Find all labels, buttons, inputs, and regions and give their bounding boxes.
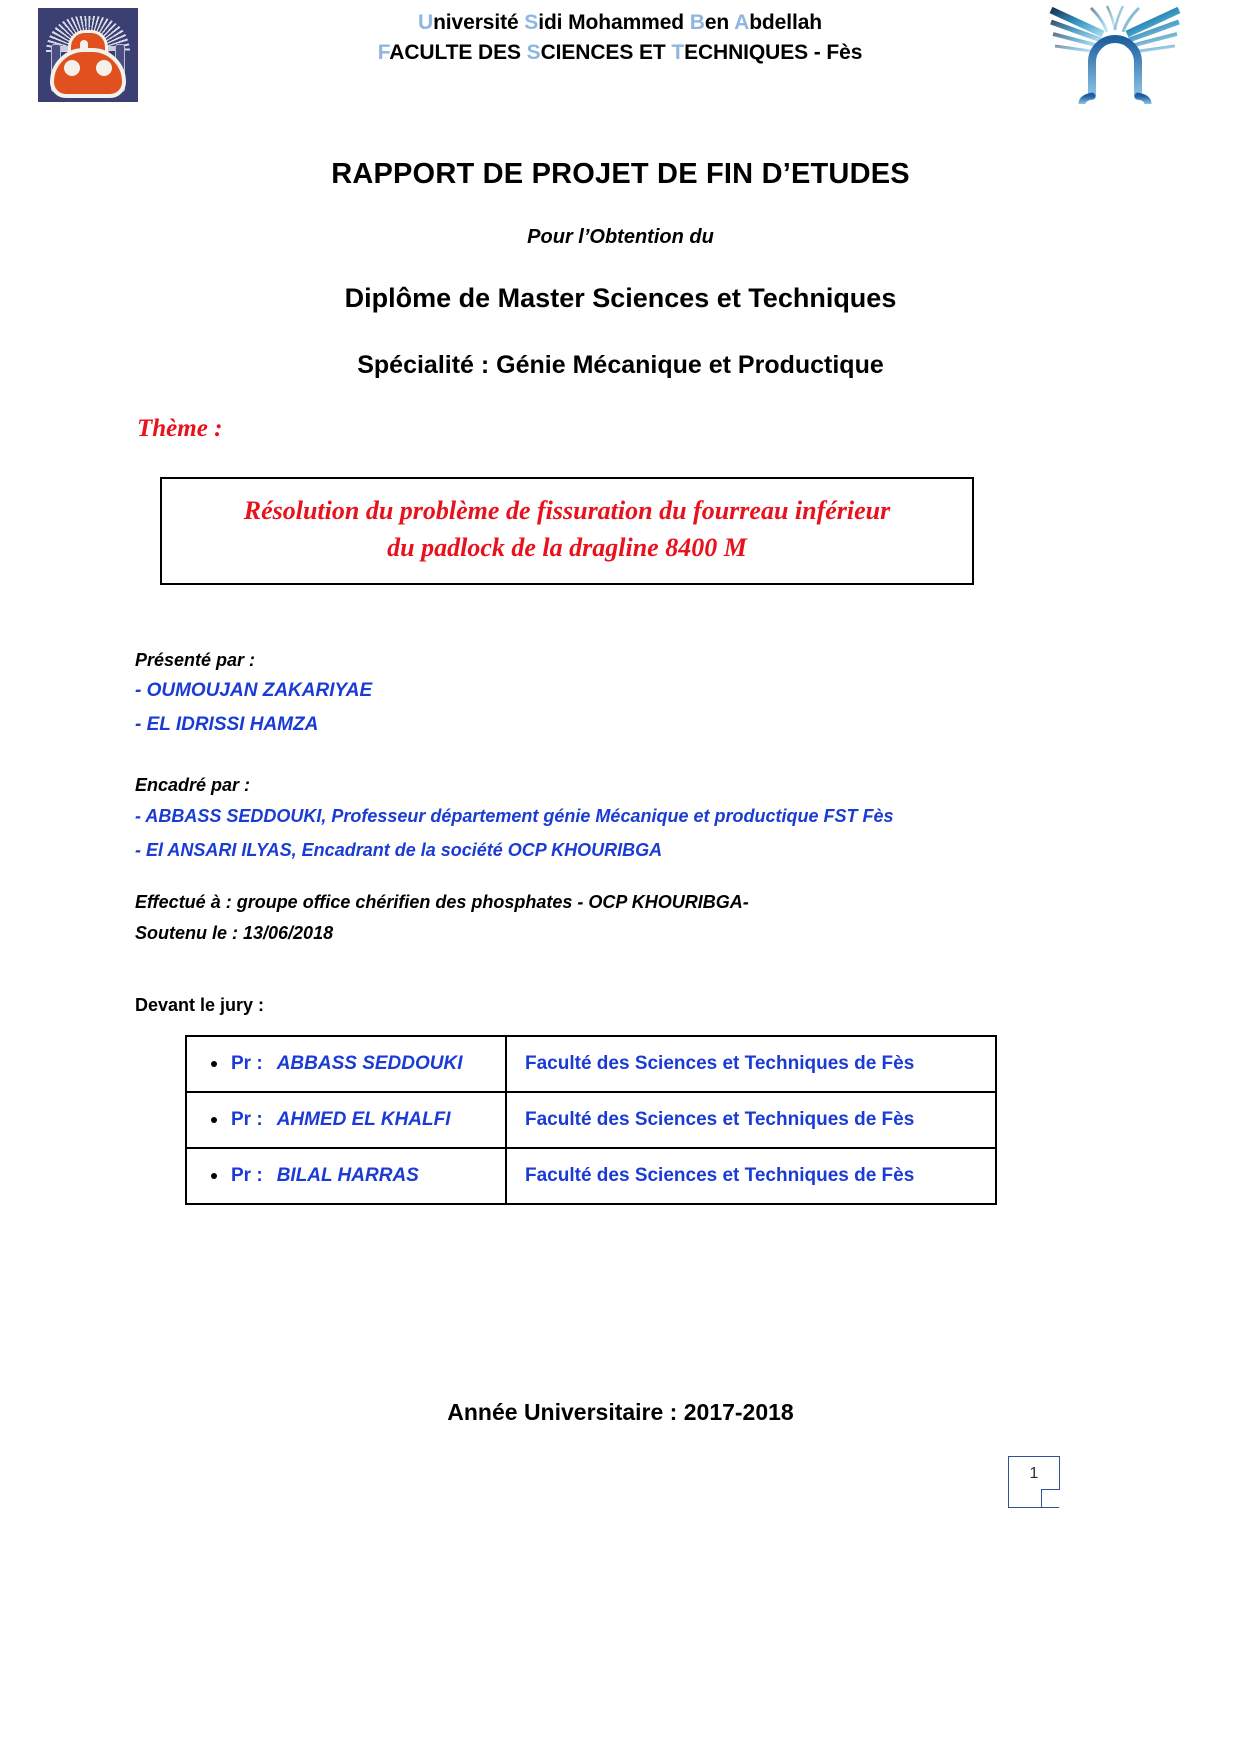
- jury-member-name: ABBASS SEDDOUKI: [276, 1053, 463, 1074]
- jury-faculty-cell: [506, 1036, 996, 1092]
- diploma-title: Diplôme de Master Sciences et Techniques: [344, 283, 897, 313]
- page-number-badge: [1008, 1456, 1060, 1508]
- supervised-by-label: Encadré par :: [135, 775, 251, 795]
- academic-year: Année Universitaire : 2017-2018: [447, 1399, 794, 1425]
- table-row: [186, 1036, 996, 1092]
- theme-title-text: [244, 492, 891, 570]
- jury-block-label-wrap: [135, 992, 264, 1019]
- theme-label: Thème :: [137, 415, 223, 442]
- jury-member-cell: [186, 1036, 506, 1092]
- fst-emblem-logo-icon: [1047, 4, 1183, 104]
- page-corner-fold-icon: [1041, 1489, 1060, 1508]
- jury-prefix: Pr :: [231, 1109, 263, 1130]
- usmba-crest-logo-icon: [38, 8, 138, 102]
- defended-on-line: Soutenu le : 13/06/2018: [135, 923, 334, 943]
- bullet-icon: [211, 1173, 217, 1179]
- supervised-by-block: [135, 772, 893, 867]
- page-number: 1: [1029, 1465, 1039, 1482]
- table-row: [186, 1092, 996, 1148]
- theme-title-box: [160, 477, 974, 585]
- presented-by-block: [135, 647, 372, 742]
- theme-title-line-2: du padlock de la dragline 8400 M: [387, 533, 747, 562]
- jury-faculty-name: Faculté des Sciences et Techniques de Fès: [525, 1109, 915, 1130]
- bullet-icon: [211, 1117, 217, 1123]
- presented-by-person: - EL IDRISSI HAMZA: [135, 714, 319, 735]
- university-name-block: [300, 8, 940, 68]
- page-header: [0, 0, 1241, 118]
- jury-prefix: Pr :: [231, 1165, 263, 1186]
- supervisor-entry: - El ANSARI ILYAS, Encadrant de la société OCP KHOURIBGA: [135, 840, 663, 860]
- table-row: [186, 1148, 996, 1204]
- presented-by-person: - OUMOUJAN ZAKARIYAE: [135, 680, 373, 701]
- location-date-block: [135, 887, 749, 949]
- jury-faculty-name: Faculté des Sciences et Techniques de Fès: [525, 1165, 915, 1186]
- university-line: Université Sidi Mohammed Ben Abdellah: [418, 11, 822, 34]
- jury-member-cell: [186, 1148, 506, 1204]
- faculty-line: FACULTE DES SCIENCES ET TECHNIQUES - Fès: [377, 41, 863, 64]
- bullet-icon: [211, 1061, 217, 1067]
- jury-label: Devant le jury :: [135, 995, 265, 1015]
- jury-prefix: Pr :: [231, 1053, 263, 1074]
- performed-at-line: Effectué à : groupe office chérifien des phosphates - OCP KHOURIBGA-: [135, 892, 749, 912]
- jury-faculty-cell: [506, 1148, 996, 1204]
- supervisor-entry: - ABBASS SEDDOUKI, Professeur département génie Mécanique et productique FST Fès: [135, 806, 894, 826]
- presented-by-label: Présenté par :: [135, 650, 256, 670]
- jury-member-cell: [186, 1092, 506, 1148]
- jury-faculty-name: Faculté des Sciences et Techniques de Fès: [525, 1053, 915, 1074]
- jury-table: [185, 1035, 997, 1205]
- jury-faculty-cell: [506, 1092, 996, 1148]
- jury-member-name: AHMED EL KHALFI: [276, 1109, 451, 1130]
- report-title: RAPPORT DE PROJET DE FIN D’ETUDES: [331, 158, 910, 190]
- for-obtaining-text: Pour l’Obtention du: [527, 226, 714, 248]
- speciality-title: Spécialité : Génie Mécanique et Productique: [357, 351, 884, 379]
- jury-member-name: BILAL HARRAS: [276, 1165, 419, 1186]
- theme-title-line-1: Résolution du problème de fissuration du fourreau inférieur: [243, 496, 891, 525]
